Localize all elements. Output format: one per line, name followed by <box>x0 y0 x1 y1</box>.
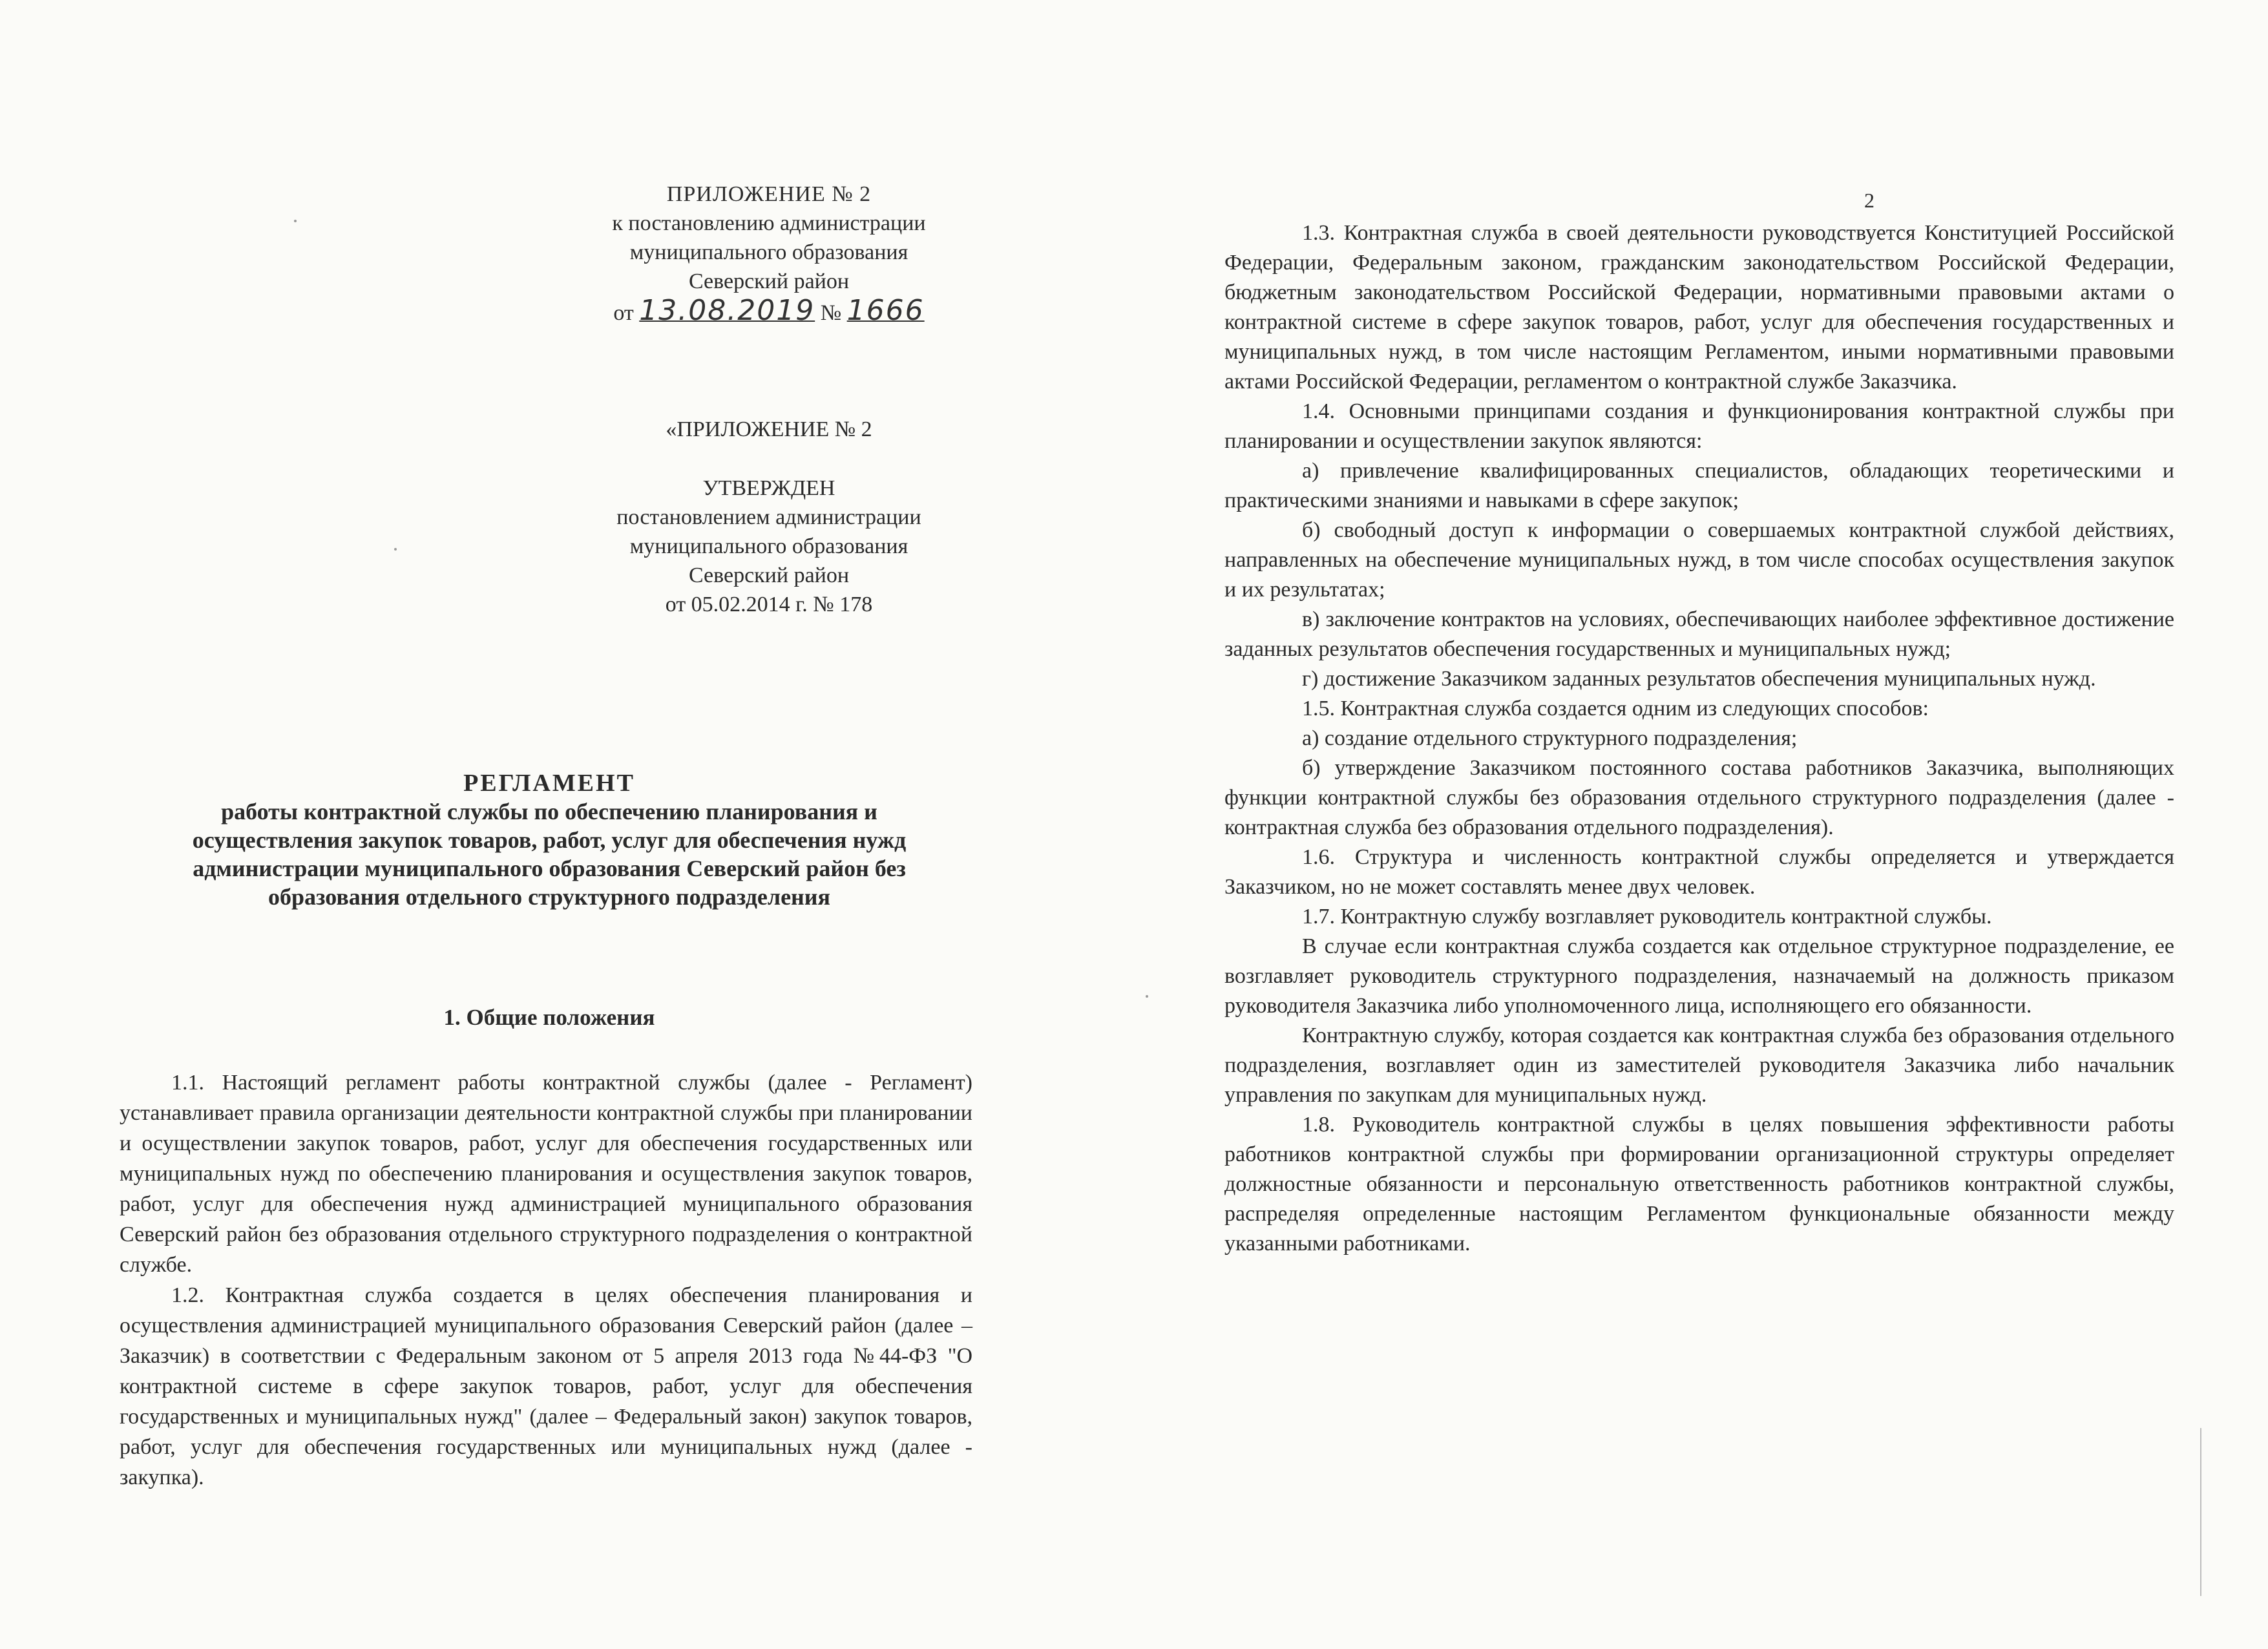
scan-speck <box>1146 995 1148 998</box>
scan-speck <box>294 220 297 222</box>
approval-line: муниципального образования <box>629 534 908 558</box>
paragraph: 1.3. Контрактная служба в своей деятельности руководствуется Конституцией Российской Федерации, Федеральным законом, гражданским законодательством Российской Федерации, бюджетным законодательством Российской Федерации, нормативными правовыми актами о контрактной системе в сфере закупок товаров, работ, услуг для обеспечения государственных и муниципальных нужд, в том числе настоящим Регламентом, иными нормативными правовыми актами Российской Федерации, регламентом о контрактной службе Заказчика. <box>1224 221 2174 394</box>
paragraph: б) свободный доступ к информации о совершаемых контрактной службой действиях, направленных на обеспечение муниципальных нужд, в том числе способах осуществления закупок и их результатах; <box>1224 518 2174 602</box>
title-line: образования отдельного структурного подразделения <box>268 884 831 910</box>
paragraph: Контрактную службу, которая создается как контрактная служба без образования отдельного подразделения, возглавляет один из заместителей руководителя Заказчика либо начальник управления по закупкам для муниципальных нужд. <box>1224 1024 2174 1107</box>
annex-line: Северский район <box>688 269 850 293</box>
handwritten-number: 1666 <box>846 294 925 327</box>
paragraph: 1.1. Настоящий регламент работы контрактной службы (далее - Регламент) устанавливает правила организации деятельности контрактной службы при планировании и осуществлении закупок товаров, работ, услуг для обеспечения государственных или муниципальных нужд по обеспечению планирования и осуществления закупок товаров, работ, услуг для обеспечения нужд администрацией муниципального образования Северский район без образования отдельного структурного подразделения о контрактной службе. <box>120 1071 972 1277</box>
annex-line: муниципального образования <box>629 240 908 264</box>
title-line: работы контрактной службы по обеспечению планирования и <box>221 799 877 824</box>
approval-line: Северский район <box>688 563 850 587</box>
paragraph: 1.2. Контрактная служба создается в целях обеспечения планирования и осуществления администрацией муниципального образования Северский район (далее – Заказчик) в соответствии с Федеральным законом от 5 апреля 2013 года №44-ФЗ "О контрактной системе в сфере закупок товаров, работ, услуг для обеспечения государственных и муниципальных нужд" (далее – Федеральный закон) закупок товаров, работ, услуг для обеспечения государственных или муниципальных нужд (далее - закупка). <box>120 1283 972 1489</box>
approval-date: от 05.02.2014 г. № 178 <box>665 593 873 616</box>
annex-title: ПРИЛОЖЕНИЕ № 2 <box>666 182 872 206</box>
scan-speck <box>394 548 397 551</box>
approval-line: постановлением администрации <box>616 505 921 529</box>
paragraph: 1.5. Контрактная служба создается одним из следующих способов: <box>1302 697 1929 720</box>
handwritten-date: 13.08.2019 <box>639 294 815 327</box>
paragraph: В случае если контрактная служба создается как отдельное структурное подразделение, ее возглавляет руководитель структурного подразделения, назначаемый на должность приказом руководителя Заказчика либо уполномоченного лица, исполняющего его обязанности. <box>1224 934 2174 1018</box>
paragraph: 1.7. Контрактную службу возглавляет руководитель контрактной службы. <box>1302 905 1992 929</box>
paragraph: б) утверждение Заказчиком постоянного состава работников Заказчика, выполняющих функции контрактной службы без образования отдельного структурного подразделения (далее - контрактная служба без образования отдельного подразделения). <box>1224 756 2174 839</box>
section-heading: 1. Общие положения <box>443 1005 655 1030</box>
date-prefix: от <box>613 301 634 325</box>
annex-date-line <box>613 296 924 328</box>
title-line: администрации муниципального образования Северский район без <box>193 856 906 881</box>
paragraph: г) достижение Заказчиком заданных результатов обеспечения муниципальных нужд. <box>1302 667 2096 691</box>
title-main: РЕГЛАМЕНТ <box>463 770 635 797</box>
paragraph: 1.6. Структура и численность контрактной службы определяется и утверждается Заказчиком, но не может составлять менее двух человек. <box>1224 845 2174 899</box>
approval-title: УТВЕРЖДЕН <box>702 476 835 500</box>
paragraph: а) привлечение квалифицированных специалистов, обладающих теоретическими и практическими знаниями и навыками в сфере закупок; <box>1224 459 2174 512</box>
annex-header-block <box>569 180 969 328</box>
paragraph: 1.4. Основными принципами создания и функционирования контрактной службы при планировании и осуществлении закупок являются: <box>1224 399 2174 453</box>
paragraph: 1.8. Руководитель контрактной службы в целях повышения эффективности работы работников контрактной службы при формировании организационной структуры определяет должностные обязанности и персональную ответственность работников контрактной службы, распределяя определенные настоящим Регламентом функциональные обязанности между указанными работниками. <box>1224 1113 2174 1255</box>
right-page <box>1134 0 2268 1649</box>
approval-block <box>569 415 969 619</box>
right-body-text <box>1224 218 2174 1259</box>
document-title <box>97 769 1002 911</box>
number-prefix: № <box>820 301 842 325</box>
paragraph: а) создание отдельного структурного подразделения; <box>1302 726 1798 750</box>
left-body-text <box>120 1067 972 1493</box>
scan-edge-mark <box>2200 1428 2201 1596</box>
page-number: 2 <box>1864 189 1874 212</box>
annex-line: к постановлению администрации <box>612 211 926 235</box>
title-line: осуществления закупок товаров, работ, услуг для обеспечения нужд <box>192 827 907 853</box>
paragraph: в) заключение контрактов на условиях, обеспечивающих наиболее эффективное достижение заданных результатов обеспечения государственных и муниципальных нужд; <box>1224 607 2174 661</box>
approval-annex-title: «ПРИЛОЖЕНИЕ № 2 <box>666 417 872 441</box>
